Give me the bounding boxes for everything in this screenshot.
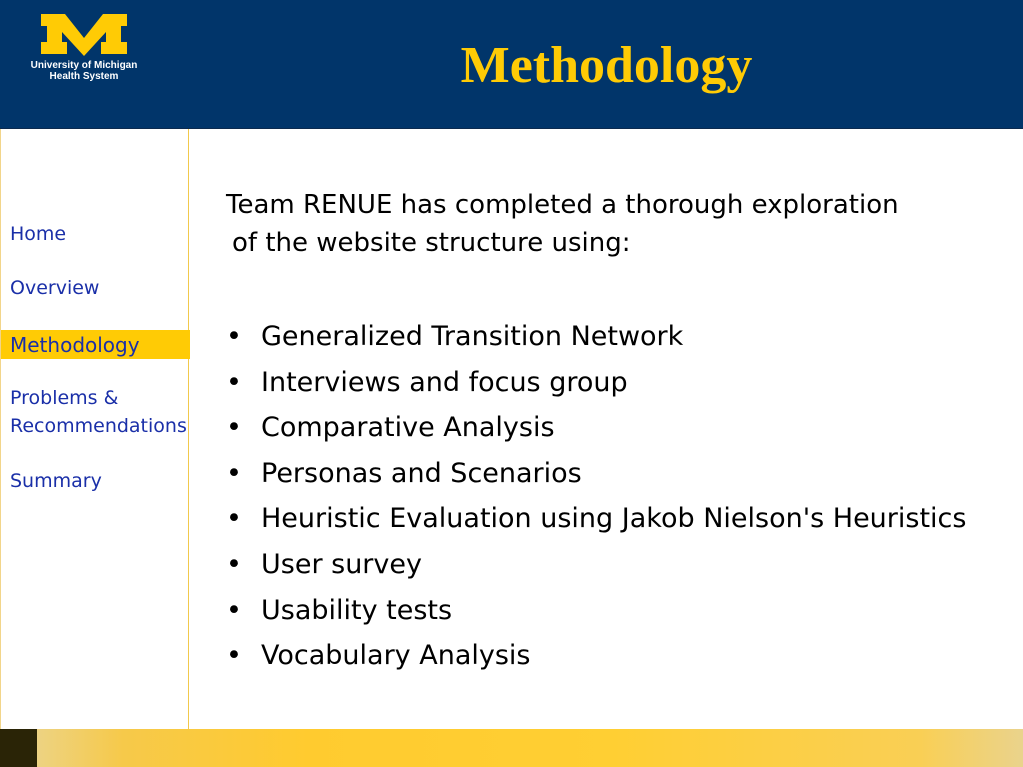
- header-bar: [0, 0, 1023, 129]
- slide-content: [226, 186, 1006, 672]
- list-item-text: Personas and Scenarios: [261, 457, 582, 489]
- bullet-icon: •: [226, 457, 242, 489]
- list-item-text: Usability tests: [261, 594, 453, 626]
- logo-line-1: University of Michigan: [30, 60, 138, 71]
- sidebar-item-overview[interactable]: Overview: [10, 277, 100, 299]
- list-item-text: Vocabulary Analysis: [261, 640, 531, 672]
- list-item-text: Interviews and focus group: [261, 366, 628, 398]
- sidebar-item-problems[interactable]: Problems &: [10, 387, 119, 409]
- sidebar-item-label: Methodology: [10, 333, 140, 357]
- list-item: [226, 314, 966, 360]
- umhs-logo: [14, 12, 154, 86]
- block-m-icon: [37, 12, 131, 56]
- logo-line-2: Health System: [49, 71, 119, 82]
- sidebar-item-recommendations[interactable]: Recommendations: [10, 415, 187, 437]
- list-item: [226, 542, 966, 588]
- sidebar-item-methodology[interactable]: [1, 330, 190, 359]
- list-item: [226, 360, 966, 406]
- intro-line-1: Team RENUE has completed a thorough exploration: [226, 190, 899, 220]
- bullet-icon: •: [226, 412, 242, 444]
- list-item-text: User survey: [261, 548, 422, 580]
- list-item-text: Heuristic Evaluation using Jakob Nielson's Heuristics: [261, 503, 967, 535]
- sidebar-item-home[interactable]: Home: [10, 223, 67, 245]
- intro-line-2: of the website structure using:: [232, 228, 631, 258]
- bullet-icon: •: [226, 594, 242, 626]
- bullet-icon: •: [226, 321, 242, 352]
- sidebar-item-summary[interactable]: Summary: [10, 470, 102, 492]
- list-item: [226, 588, 966, 634]
- intro-text: [226, 186, 1006, 262]
- bullet-icon: •: [226, 503, 242, 535]
- list-item: [226, 451, 966, 497]
- bullet-icon: •: [226, 548, 242, 580]
- page-title: Methodology: [460, 37, 753, 94]
- methods-list: [226, 314, 966, 679]
- bullet-icon: •: [226, 366, 242, 398]
- footer-accent-block: [0, 729, 37, 767]
- bullet-icon: •: [226, 640, 242, 672]
- list-item: [226, 405, 966, 451]
- list-item: [226, 633, 966, 679]
- footer-bar: [0, 729, 1023, 767]
- list-item: [226, 496, 966, 542]
- logo-text: [14, 60, 154, 82]
- list-item-text: Generalized Transition Network: [261, 321, 684, 352]
- sidebar-nav: [0, 129, 189, 729]
- list-item-text: Comparative Analysis: [261, 412, 555, 444]
